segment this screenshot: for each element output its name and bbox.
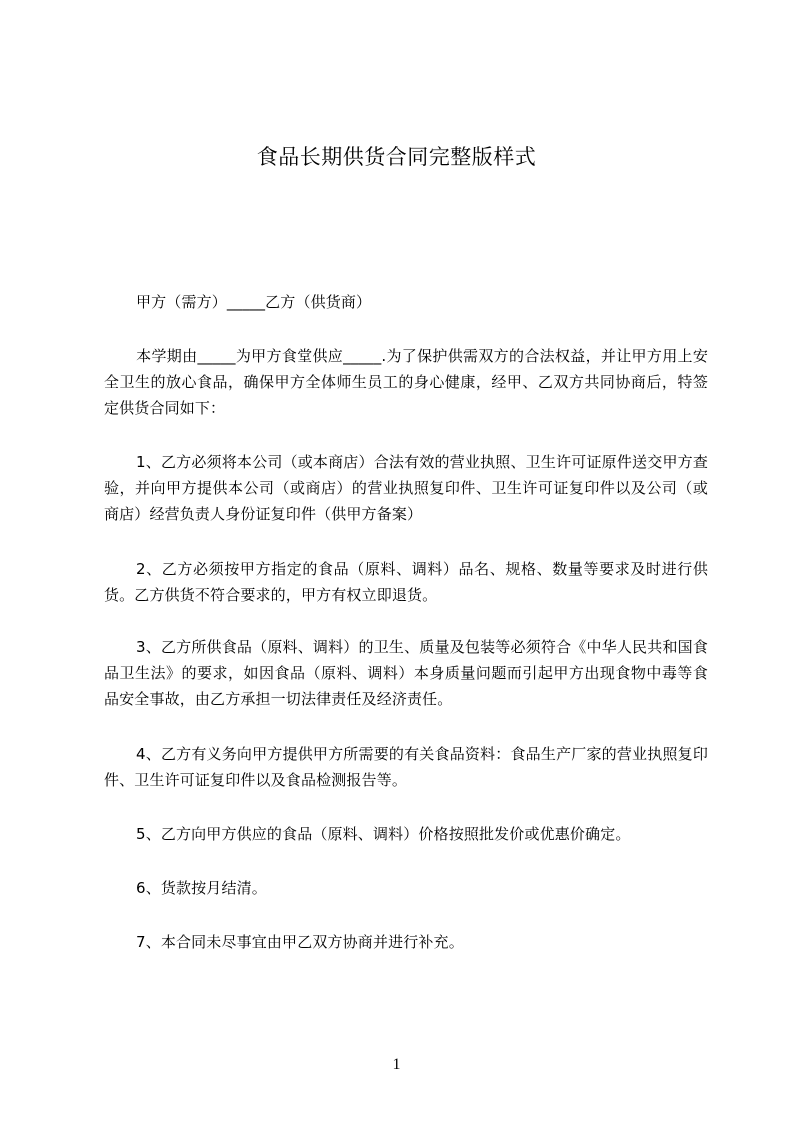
clause-1-text: 1、乙方必须将本公司（或本商店）合法有效的营业执照、卫生许可证原件送交甲方查验，并向甲方提供本公司（或商店）的营业执照复印件、卫生许可证复印件以及公司（或商店）经营负责人身份证复印件（供甲方备案） xyxy=(104,453,708,523)
parties-text: 甲方（需方）_____乙方（供货商） xyxy=(136,293,372,311)
clause-5-text: 5、乙方向甲方供应的食品（原料、调料）价格按照批发价或优惠价确定。 xyxy=(136,825,631,843)
page-number: 1 xyxy=(392,1056,401,1073)
clause-7-text: 7、本合同未尽事宜由甲乙双方协商并进行补充。 xyxy=(136,933,464,951)
clause-6-text: 6、货款按月结清。 xyxy=(136,879,267,897)
clause-2 xyxy=(104,556,708,608)
clause-6 xyxy=(104,875,708,901)
clause-7 xyxy=(104,929,708,955)
clause-5 xyxy=(104,821,708,847)
clause-3-text: 3、乙方所供食品（原料、调料）的卫生、质量及包装等必须符合《中华人民共和国食品卫生法》的要求，如因食品（原料、调料）本身质量问题而引起甲方出现食物中毒等食品安全事故，由乙方承担一切法律责任及经济责任。 xyxy=(104,638,708,708)
document-title: 食品长期供货合同完整版样式 xyxy=(256,145,537,169)
clause-4 xyxy=(104,741,708,793)
clause-4-text: 4、乙方有义务向甲方提供甲方所需要的有关食品资料：食品生产厂家的营业执照复印件、卫生许可证复印件以及食品检测报告等。 xyxy=(104,745,708,789)
clause-3 xyxy=(104,634,708,712)
intro-paragraph xyxy=(104,343,708,421)
clause-2-text: 2、乙方必须按甲方指定的食品（原料、调料）品名、规格、数量等要求及时进行供货。乙方供货不符合要求的，甲方有权立即退货。 xyxy=(104,560,708,604)
clause-1 xyxy=(104,449,708,527)
parties-line xyxy=(104,289,708,315)
intro-text: 本学期由_____为甲方食堂供应_____.为了保护供需双方的合法权益，并让甲方用上安全卫生的放心食品，确保甲方全体师生员工的身心健康，经甲、乙双方共同协商后，特签定供货合同如下： xyxy=(104,347,708,417)
